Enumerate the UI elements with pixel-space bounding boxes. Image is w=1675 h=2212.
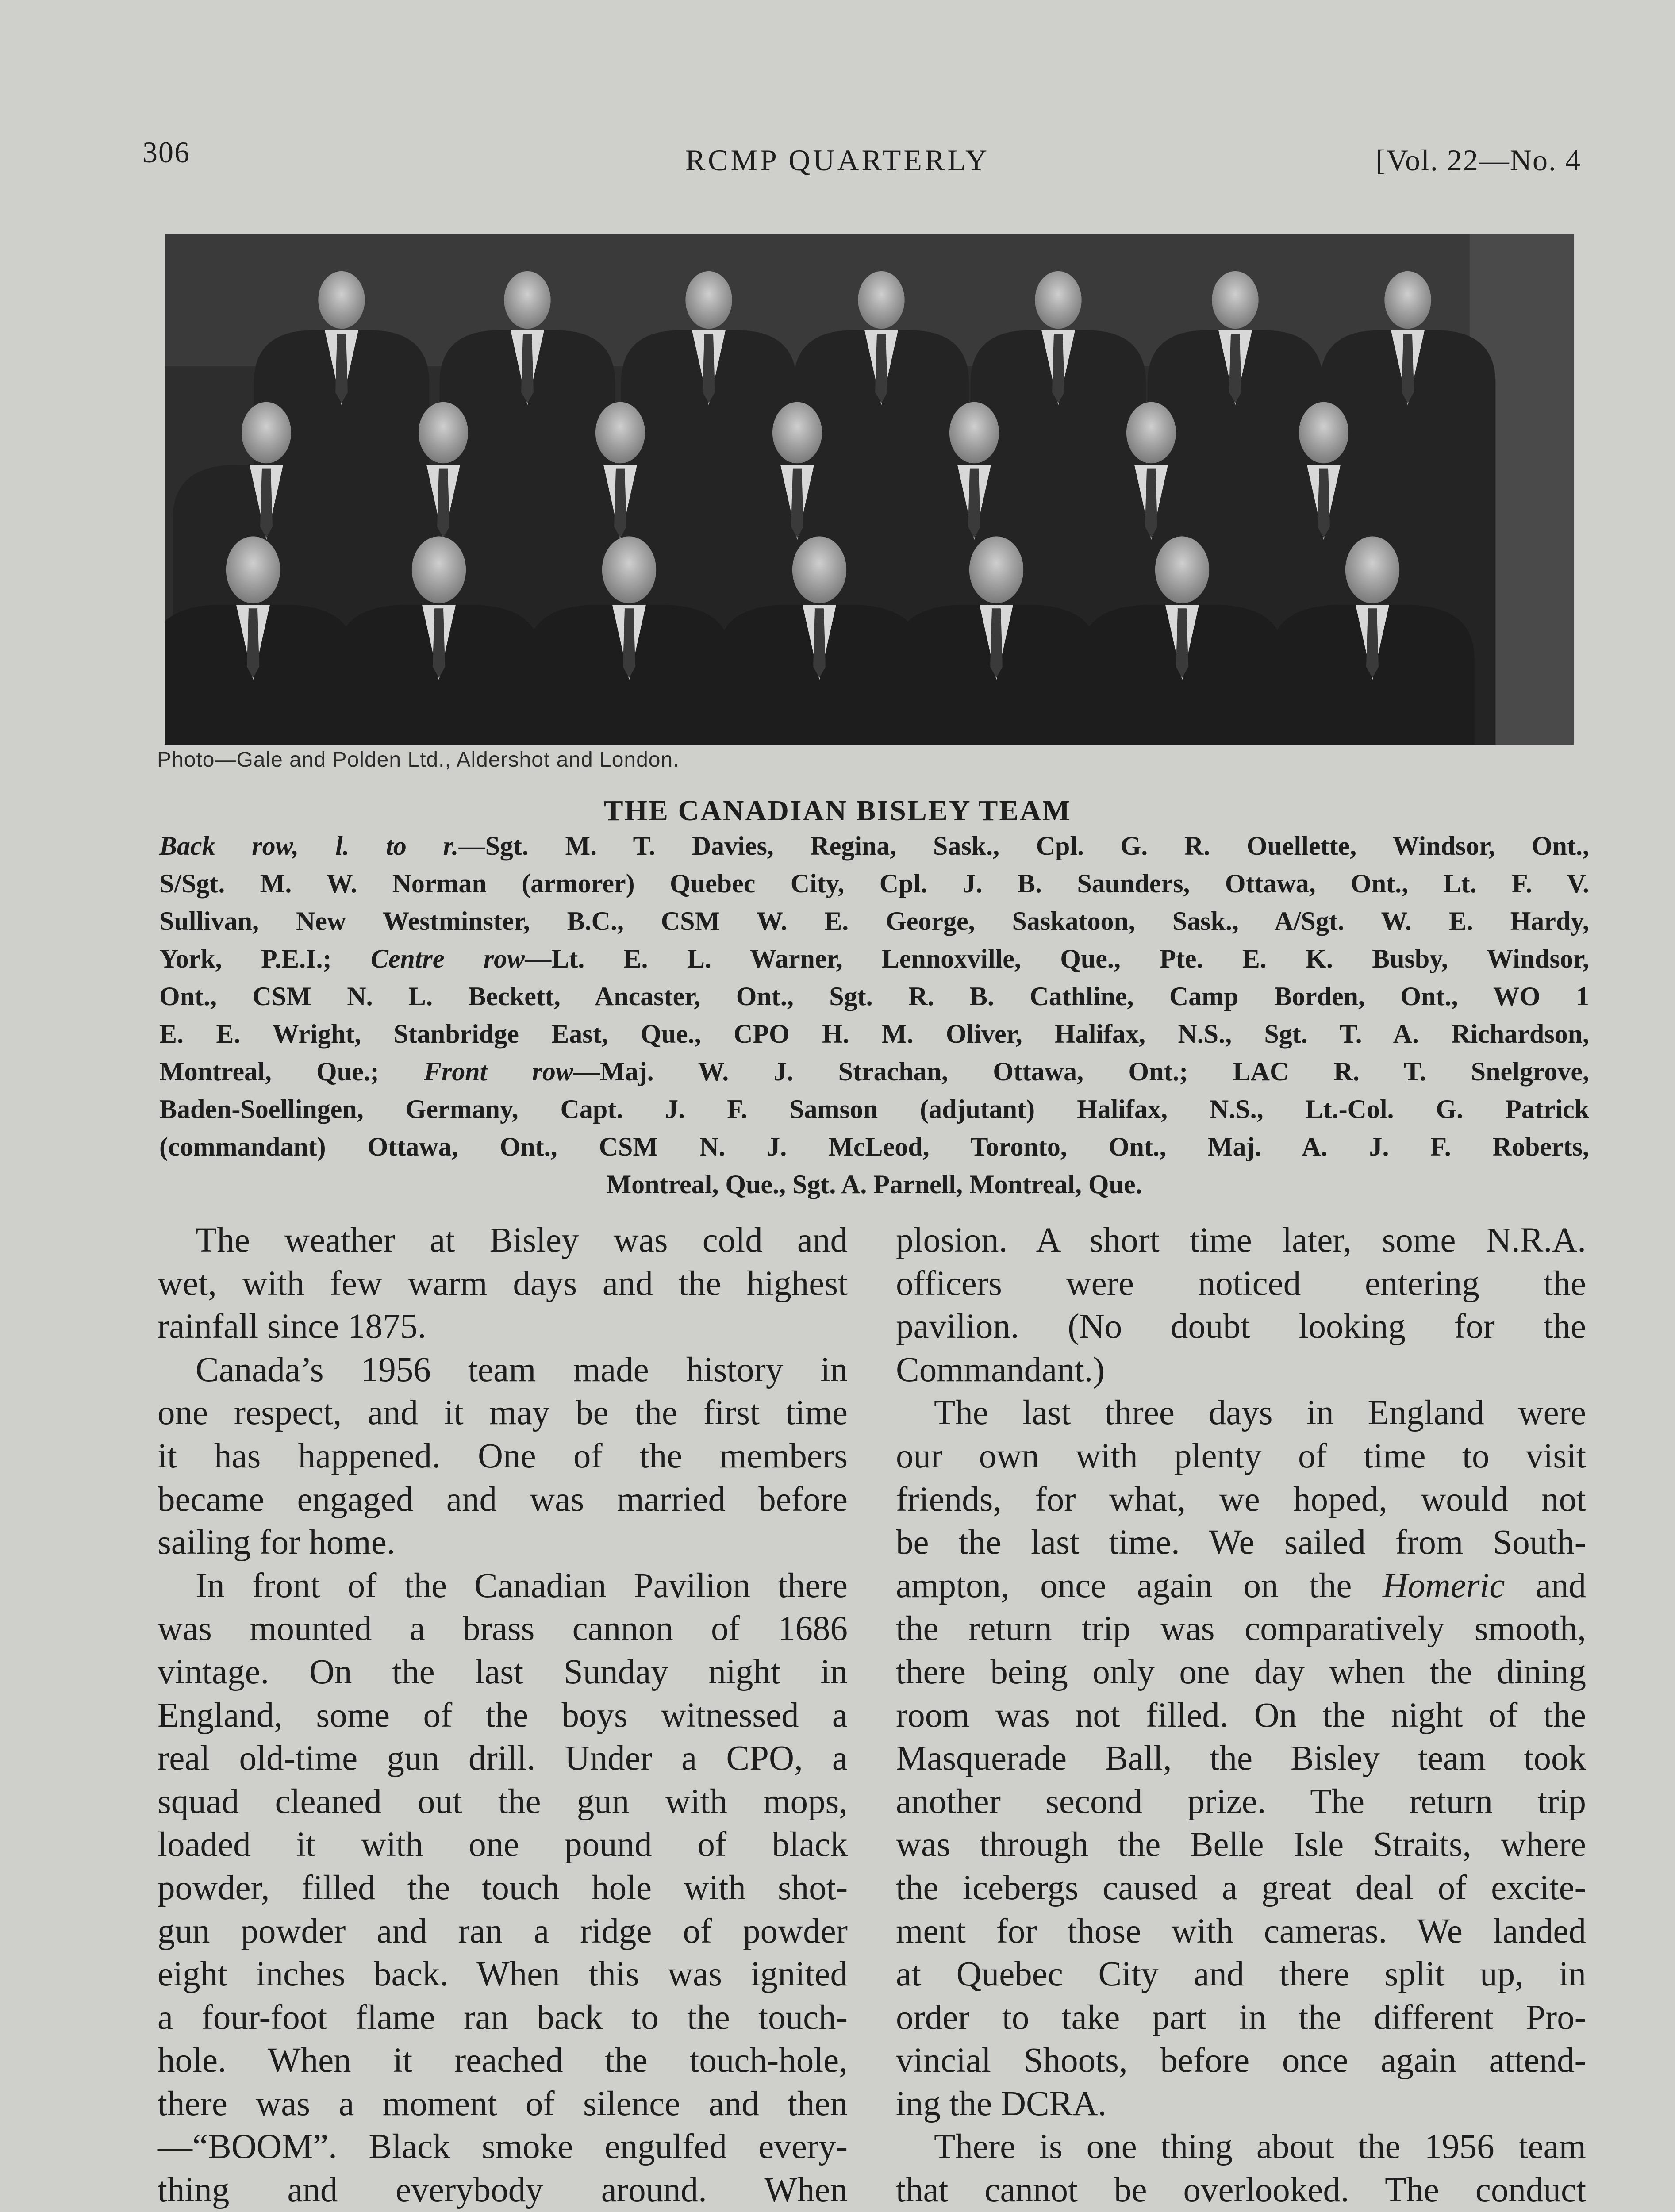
paragraph-line: wet, with few warm days and the highest xyxy=(158,1264,848,1303)
team-member-face xyxy=(1299,402,1348,464)
team-member-tie xyxy=(247,608,259,678)
article-left-column xyxy=(158,1219,848,2212)
team-member-tie xyxy=(433,608,445,678)
team-member-face xyxy=(1384,271,1431,329)
caption-line: Sullivan, New Westminster, B.C., CSM W. E. George, Saskatoon, Sask., A/Sgt. W. E. Hardy, xyxy=(159,906,1589,936)
team-member-tie xyxy=(1402,334,1414,403)
paragraph-line: England, some of the boys witnessed a xyxy=(158,1696,848,1735)
team-member-face xyxy=(792,536,846,603)
paragraph-line: a four-foot flame ran back to the touch- xyxy=(158,1998,848,2037)
paragraph-line: squad cleaned out the gun with mops, xyxy=(158,1782,848,1821)
article-right-column xyxy=(896,1219,1586,2212)
team-member-face xyxy=(412,536,466,603)
group-photo-image xyxy=(165,234,1574,745)
team-member-face xyxy=(858,271,904,329)
team-member-face xyxy=(419,402,468,464)
paragraph-line: ing the DCRA. xyxy=(896,2084,1107,2123)
photo-caption xyxy=(159,827,1589,1203)
paragraph-line: thing and everybody around. When xyxy=(158,2171,848,2210)
paragraph-line: real old-time gun drill. Under a CPO, a xyxy=(158,1739,848,1778)
paragraph-line: gun powder and ran a ridge of powder xyxy=(158,1912,848,1951)
paragraph-line: hole. When it reached the touch-hole, xyxy=(158,2041,848,2080)
paragraph-line: at Quebec City and there split up, in xyxy=(896,1955,1586,1994)
team-member-face xyxy=(1035,271,1081,329)
team-member-tie xyxy=(335,334,348,403)
paragraph-line: was mounted a brass cannon of 1686 xyxy=(158,1609,848,1648)
paragraph-line: rainfall since 1875. xyxy=(158,1307,426,1346)
team-member-tie xyxy=(875,334,887,403)
paragraph-line: In front of the Canadian Pavilion there xyxy=(196,1566,848,1605)
journal-title: RCMP QUARTERLY xyxy=(685,143,990,177)
paragraph-line: officers were noticed entering the xyxy=(896,1264,1586,1303)
caption-line: E. E. Wright, Stanbridge East, Que., CPO H. M. Oliver, Halifax, N.S., Sgt. T. A. Richardson, xyxy=(159,1019,1589,1048)
team-member-face xyxy=(602,536,656,603)
paragraph-line: plosion. A short time later, some N.R.A. xyxy=(896,1221,1586,1260)
paragraph-line: friends, for what, we hoped, would not xyxy=(896,1480,1586,1519)
paragraph-line: vintage. On the last Sunday night in xyxy=(158,1652,848,1691)
team-member-face xyxy=(1212,271,1258,329)
photo-credit: Photo—Gale and Polden Ltd., Aldershot and London. xyxy=(157,748,680,772)
caption-title: THE CANADIAN BISLEY TEAM xyxy=(603,795,1072,827)
team-member-face xyxy=(1345,536,1399,603)
paragraph-line: loaded it with one pound of black xyxy=(158,1825,848,1864)
page-number: 306 xyxy=(142,135,190,169)
caption-line: S/Sgt. M. W. Norman (armorer) Quebec City, Cpl. J. B. Saunders, Ottawa, Ont., Lt. F. V. xyxy=(159,869,1589,898)
paragraph-line: became engaged and was married before xyxy=(158,1480,848,1519)
caption-line: York, P.E.I.; Centre row—Lt. E. L. Warner, Lennoxville, Que., Pte. E. K. Busby, Windsor, xyxy=(159,944,1590,973)
paragraph-line: powder, filled the touch hole with shot- xyxy=(158,1868,848,1907)
paragraph-line: ment for those with cameras. We landed xyxy=(896,1912,1586,1951)
group-photo-drawing xyxy=(165,234,1574,745)
team-member-face xyxy=(685,271,732,329)
team-member-tie xyxy=(791,469,803,538)
team-member-face xyxy=(1155,536,1209,603)
paragraph-line: There is one thing about the 1956 team xyxy=(934,2128,1586,2166)
paragraph-line: be the last time. We sailed from South- xyxy=(896,1523,1586,1562)
paragraph-line: the return trip was comparatively smooth, xyxy=(896,1609,1586,1648)
volume-issue: [Vol. 22—No. 4 xyxy=(1375,143,1581,177)
paragraph-line: The last three days in England were xyxy=(934,1394,1586,1432)
paragraph-line: that cannot be overlooked. The conduct xyxy=(896,2171,1586,2210)
caption-line: Montreal, Que., Sgt. A. Parnell, Montreal, Que. xyxy=(606,1170,1142,1199)
caption-line: Ont., CSM N. L. Beckett, Ancaster, Ont., Sgt. R. B. Cathline, Camp Borden, Ont., WO 1 xyxy=(159,982,1589,1011)
paragraph-line: order to take part in the different Pro- xyxy=(896,1998,1586,2037)
team-member-tie xyxy=(703,334,715,403)
page-header xyxy=(0,135,1675,184)
team-member-tie xyxy=(1318,469,1330,538)
paragraph-line: Commandant.) xyxy=(896,1350,1105,1389)
paragraph-line: The weather at Bisley was cold and xyxy=(196,1221,848,1260)
team-member-face xyxy=(772,402,822,464)
team-member-face xyxy=(242,402,291,464)
team-member-face xyxy=(226,536,280,603)
paragraph-line: sailing for home. xyxy=(158,1523,396,1562)
team-member-tie xyxy=(990,608,1003,678)
paragraph-line: one respect, and it may be the first time xyxy=(158,1394,848,1432)
team-member-tie xyxy=(260,469,273,538)
team-member-tie xyxy=(1145,469,1157,538)
paragraph-line: room was not filled. On the night of the xyxy=(896,1696,1586,1735)
caption-line: Back row, l. to r.—Sgt. M. T. Davies, Regina, Sask., Cpl. G. R. Ouellette, Windsor, Ont., xyxy=(159,831,1589,860)
paragraph-line: was through the Belle Isle Straits, where xyxy=(896,1825,1586,1864)
team-member-tie xyxy=(623,608,635,678)
team-member-face xyxy=(949,402,999,464)
team-member-face xyxy=(504,271,550,329)
paragraph-line: there was a moment of silence and then xyxy=(158,2084,848,2123)
team-member-face xyxy=(969,536,1023,603)
paragraph-line: vincial Shoots, before once again attend- xyxy=(896,2041,1586,2080)
paragraph-line: eight inches back. When this was ignited xyxy=(158,1955,848,1994)
caption-line: Baden-Soellingen, Germany, Capt. J. F. Samson (adjutant) Halifax, N.S., Lt.-Col. G. Patrick xyxy=(159,1094,1589,1124)
team-member-tie xyxy=(968,469,980,538)
team-member-tie xyxy=(614,469,626,538)
team-member-tie xyxy=(437,469,449,538)
team-member-face xyxy=(595,402,645,464)
caption-line: (commandant) Ottawa, Ont., CSM N. J. McLeod, Toronto, Ont., Maj. A. J. F. Roberts, xyxy=(159,1132,1589,1161)
paragraph-line: another second prize. The return trip xyxy=(896,1782,1586,1821)
team-member-tie xyxy=(1229,334,1241,403)
caption-line: Montreal, Que.; Front row—Maj. W. J. Strachan, Ottawa, Ont.; LAC R. T. Snelgrove, xyxy=(159,1057,1590,1086)
paragraph-line: the icebergs caused a great deal of excite- xyxy=(896,1868,1586,1907)
paragraph-line: ampton, once again on the Homeric and xyxy=(896,1566,1586,1605)
team-member-tie xyxy=(1366,608,1379,678)
paragraph-line: Masquerade Ball, the Bisley team took xyxy=(896,1739,1586,1778)
paragraph-line: there being only one day when the dining xyxy=(896,1652,1586,1691)
team-member-tie xyxy=(813,608,826,678)
paragraph-line: pavilion. (No doubt looking for the xyxy=(896,1307,1586,1346)
paragraph-line: —“BOOM”. Black smoke engulfed every- xyxy=(158,2128,848,2166)
paragraph-line: it has happened. One of the members xyxy=(158,1436,848,1475)
team-member-tie xyxy=(1176,608,1188,678)
team-member-face xyxy=(318,271,365,329)
team-member-tie xyxy=(521,334,534,403)
paragraph-line: Canada’s 1956 team made history in xyxy=(196,1350,848,1389)
team-member-face xyxy=(1126,402,1176,464)
paragraph-line: our own with plenty of time to visit xyxy=(896,1436,1586,1475)
team-member-tie xyxy=(1052,334,1064,403)
